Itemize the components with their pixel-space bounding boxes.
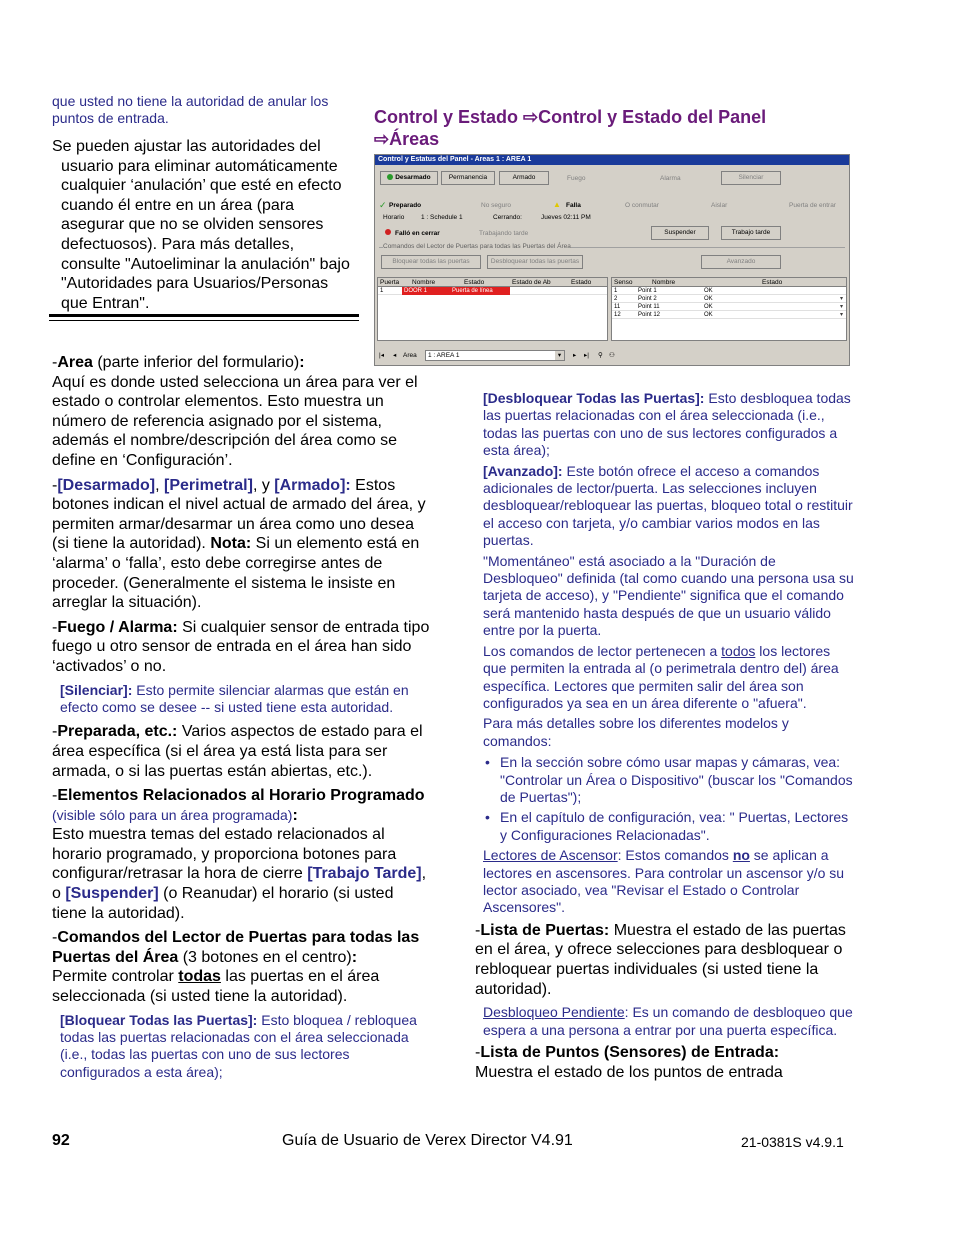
document-code: 21-0381S v4.9.1 [741, 1134, 844, 1150]
horario-text-2: (o Reanudar) el horario (si usted tiene la autoridad). [52, 885, 394, 922]
area-text: Aquí es donde usted selecciona un área para ver el estado o controlar elementos. Esto muestra un número de referencia asignado por el sistema, además el nombre/descripción del área como se define en ‘Configuración’. [52, 373, 418, 469]
point-name: Point 2 [638, 296, 657, 302]
fallo-cerrar-status: Falló en cerrar [395, 230, 440, 237]
comandos-label: Comandos del Lector de Puertas para todas las Puertas del Área [52, 929, 420, 966]
next-record-icon[interactable]: ▸ [573, 352, 577, 359]
conmutar-status: O conmutar [625, 202, 659, 209]
fuego-label: Fuego / Alarma: [57, 618, 178, 636]
preparado-status: Preparado [389, 202, 422, 209]
trabajo-tarde-button-label: Trabajo tarde [731, 229, 771, 236]
point-number: 12 [614, 312, 621, 318]
trabajo-tarde-button[interactable] [721, 226, 781, 240]
armado-text-2: Si un elemento está en ‘alarma’ o ‘falla’, esto debe corregirse antes de proceder. (Generalmente el sistema le insiste en arreglar la situación). [52, 535, 420, 612]
preparada-label: Preparada, etc.: [57, 723, 178, 741]
table-row[interactable] [612, 303, 846, 311]
bloquear-todas-button[interactable] [381, 255, 481, 269]
no-seguro-status: No seguro [481, 202, 511, 209]
point-status: OK [704, 304, 713, 310]
preparada-text: Varios aspectos de estado para el área específica (si el área ya está lista para ser armada, o si las puertas están abiertas, etc.). [52, 723, 423, 780]
trabajando-tarde-status: Trabajando tarde [479, 230, 529, 237]
details-bullet-list [475, 754, 855, 844]
point-number: 2 [614, 296, 618, 302]
footer-title: Guía de Usuario de Verex Director V4.91 [282, 1132, 573, 1149]
points-col-nombre: Nombre [652, 279, 676, 286]
lista-puertas-label: Lista de Puertas: [480, 921, 610, 939]
comandos-rest: (3 botones en el centro) [178, 948, 352, 966]
chevron-down-icon[interactable]: ▾ [555, 351, 564, 360]
lista-puertas-text: Muestra el estado de las puertas en el área, y ofrece selecciones para desbloquear o rebloquear puertas individuales (si usted tiene la autoridad). [475, 921, 846, 998]
right-column [475, 390, 855, 1082]
area-label: Area [57, 354, 93, 371]
comandos-group-label: Comandos del Lector de Puertas para todas las Puertas del Área [383, 243, 571, 250]
horario-label: Elementos Relacionados al Horario Programado [57, 787, 425, 805]
lista-puertas-item: -Lista de Puertas: Muestra el estado de las puertas en el área, y ofrece selecciones para desbloquear o rebloquear puertas individuales (si usted tiene la autoridad). [475, 921, 846, 998]
fuego-indicator: Fuego [567, 175, 586, 182]
todas-emphasis: todas [178, 968, 221, 986]
comandos-item: -Comandos del Lector de Puertas para todas las Puertas del Área (3 botones en el centro): Permite controlar todas las puertas en el área seleccionada (si usted tiene la autoridad). [52, 929, 420, 1006]
label-y: , y [252, 476, 275, 494]
lista-puntos-label: Lista de Puntos (Sensores) de Entrada: [480, 1043, 780, 1061]
avanzado-text: Este botón ofrece el acceso a comandos adicionales de lector/puerta. Las selecciones incluyen desbloquear/rebloquear las puertas, bloqueo total o restituir el acceso con tarjeta, y/o cambiar varios modos en las puertas. [483, 462, 853, 549]
points-header [612, 278, 846, 287]
note-top-text: que usted no tiene la autoridad de anular los puntos de entrada. [52, 93, 329, 127]
people-icon[interactable]: ⚇ [609, 352, 615, 359]
momentaneo-text: "Momentáneo" está asociado a la "Duración de Desbloqueo" definida (tal como cuando una persona usa su tarjeta de acceso), y "Pendiente" significa que el comando será mantenido hasta después de que un usuario válido entre por la puerta. [483, 552, 854, 639]
no-emphasis: no [732, 847, 750, 864]
silenciar-note [52, 682, 432, 717]
fuego-item: -Fuego / Alarma: Si cualquier sensor de entrada tipo fuego u otro sensor de entrada en el área han sido ‘activados’ o no. [52, 618, 430, 675]
doors-col-puerta: Puerta [380, 279, 400, 286]
chevron-down-icon[interactable]: ▾ [840, 304, 844, 310]
area-nav-label: Area [403, 352, 417, 359]
point-name: Point 11 [638, 304, 660, 310]
desarmado-button-label: Desarmado [395, 174, 431, 181]
left-column [52, 353, 432, 1081]
area-select-value: 1 : AREA 1 [428, 352, 460, 359]
bloquear-text: Esto bloquea / rebloquea todas las puertas relacionadas con el área seleccionada (i.e., todas las puertas con uno de sus lectores configurados a esta área); [60, 1011, 417, 1080]
aislar-status: Aislar [711, 202, 728, 209]
silenciar-label: [Silenciar]: [60, 681, 133, 698]
suspender-button-label: Suspender [664, 229, 696, 236]
chevron-down-icon[interactable]: ▾ [840, 296, 844, 302]
panel-status-window [374, 154, 850, 366]
comandos-text-1: Permite controlar [52, 968, 179, 986]
warning-icon: ▲ [553, 200, 561, 209]
ascensor-note [475, 847, 855, 917]
para-authorities [52, 137, 358, 313]
bullet-2-text: En el capítulo de configuración, vea: " Puertas, Lectores y Configuraciones Relacionadas". [500, 809, 849, 843]
desbloquear-label: [Desbloquear Todas las Puertas]: [483, 390, 705, 406]
point-name: Point 12 [638, 312, 661, 318]
binoculars-icon[interactable]: ⚲ [598, 352, 603, 359]
comandos-text-2: las puertas en el área seleccionada (si usted tiene la autoridad). [52, 968, 380, 1006]
points-col-estado: Estado [762, 279, 783, 286]
lectores-note [475, 643, 855, 713]
ascensor-label: Lectores de Ascensor [483, 847, 618, 864]
divider-thin [49, 320, 359, 321]
horario-text-1: Esto muestra temas del estado relacionados al horario programado, y proporciona botones para configurar/retrasar la hora de cierre [52, 826, 397, 883]
bloquear-todas-label: Bloquear todas las puertas [392, 258, 470, 265]
puerta-entrar-status: Puerta de entrar [789, 202, 836, 209]
todos-emphasis: todos [721, 642, 756, 659]
nav-bar [377, 349, 847, 363]
last-record-icon[interactable]: ▸| [584, 352, 589, 359]
suspender-button[interactable] [651, 226, 709, 240]
doors-col-nombre: Nombre [412, 279, 436, 286]
table-row[interactable] [612, 287, 846, 295]
nota-label: Nota: [210, 535, 252, 553]
desbloquear-text: Esto desbloquea todas las puertas relacionadas con el área seleccionada (i.e., todas las puertas con uno de sus lectores configurados a esta área); [483, 390, 851, 459]
label-trabajo-tarde: [Trabajo Tarde] [307, 865, 422, 883]
point-number: 11 [614, 304, 621, 310]
mas-detalles-text: Para más detalles sobre los diferentes modelos y comandos: [483, 715, 789, 749]
silenciar-button-label: Silenciar [738, 174, 764, 181]
bloquear-label: [Bloquear Todas las Puertas]: [60, 1011, 258, 1028]
preparada-item: -Preparada, etc.: Varios aspectos de estado para el área específica (si el área ya está lista para ser armada, o si las puertas están abiertas, etc.). [52, 723, 423, 780]
door-name: DOOR 1 [404, 288, 428, 294]
divider-thick [49, 314, 359, 317]
doors-col-estado-ab: Estado de Ab [512, 279, 551, 286]
mas-detalles-note [475, 715, 855, 750]
horario-note: (visible sólo para un área programada) [52, 806, 293, 823]
label-perimetral: [Perimetral] [164, 476, 253, 494]
list-item [483, 754, 855, 806]
green-dot-icon [387, 174, 393, 180]
label-suspender: [Suspender] [65, 885, 159, 903]
horario-value: 1 : Schedule 1 [421, 214, 463, 221]
permanencia-button-label: Permanencia [448, 174, 488, 181]
avanzado-button[interactable] [701, 255, 781, 269]
permanencia-button[interactable] [441, 171, 495, 185]
first-record-icon[interactable]: |◂ [379, 352, 384, 359]
armado-button[interactable] [499, 171, 549, 185]
cerrando-label: Cerrando: [493, 214, 522, 221]
desbloqueo-note [475, 1004, 855, 1039]
desarmado-button[interactable] [380, 171, 438, 185]
ascensor-text-1: : Estos comandos [617, 847, 733, 864]
table-row[interactable] [612, 311, 846, 319]
point-status: OK [704, 288, 713, 294]
buttons-item: -[Desarmado], [Perimetral], y [Armado]: Estos botones indican el nivel actual de armado del área, y permiten armar/desarmar un área como uno desea (si tiene la autoridad). Nota: Si un elemento está en ‘alarma’ o ‘falla’, esto debe corregirse antes de proceder. (Generalmente el sistema le insiste en arreglar la situación). [52, 476, 426, 612]
desbloquear-note [475, 390, 855, 460]
point-status: OK [704, 312, 713, 318]
area-rest: (parte inferior del formulario) [92, 354, 300, 371]
note-top [52, 93, 362, 128]
desbloquear-todas-label: Desbloquear todas las puertas [490, 258, 580, 265]
chevron-down-icon[interactable]: ▾ [840, 312, 844, 318]
door-number: 1 [380, 288, 384, 294]
doors-col-estado-2: Estado [571, 279, 592, 286]
avanzado-button-label: Avanzado [726, 258, 756, 265]
label-armado: [Armado]: [274, 476, 351, 494]
alarma-indicator: Alarma [660, 175, 681, 182]
silenciar-button[interactable] [721, 171, 781, 185]
area-select[interactable] [425, 350, 565, 361]
section-title [374, 106, 814, 150]
door-status: Puerta de línea [452, 288, 493, 294]
label-desarmado: [Desarmado] [57, 476, 156, 494]
desbloquear-todas-button[interactable] [487, 255, 583, 269]
horario-o: , o [52, 865, 427, 903]
lectores-text-2: los lectores que permiten la entrada al (o perimetrala dentro del) área específica. Lectores que permiten salir del área son configurados ya sea en un área diferente o "afuera". [483, 642, 839, 711]
lista-puntos-item: -Lista de Puntos (Sensores) de Entrada: Muestra el estado de los puntos de entrada [475, 1043, 783, 1081]
cerrando-value: Jueves 02:11 PM [541, 214, 591, 221]
point-status: OK [704, 296, 713, 302]
table-row[interactable] [378, 287, 607, 295]
points-col-sensor: Senso [614, 279, 633, 286]
area-item: -Area (parte inferior del formulario): Aquí es donde usted selecciona un área para ver el estado o controlar elementos. Esto muestra un número de referencia asignado por el sistema, además el nombre/descripción del área como se define en ‘Configuración’. [52, 354, 418, 469]
doors-header [378, 278, 607, 287]
para-authorities-text: Se pueden ajustar las autoridades del usuario para eliminar automáticamente cualquier ‘anulación’ que esté en efecto cuando él entre en un área (para asegurar que no se olviden sensores defectuosos). Para más detalles, consulte "Autoeliminar la anulación" bajo "Autoridades para Usuarios/Personas que Entran". [52, 138, 350, 312]
bullet-1-text: En la sección sobre cómo usar mapas y cámaras, vea: "Controlar un Área o Dispositivo" (buscar los "Comandos de Puertas"); [500, 754, 853, 805]
armado-button-label: Armado [512, 174, 536, 181]
desbloqueo-text: : Es un comando de desbloqueo que espera a una persona a entrar por una puerta específica. [483, 1004, 853, 1038]
silenciar-text: Esto permite silenciar alarmas que están en efecto como se desee -- si usted tiene esta autoridad. [60, 681, 409, 715]
table-row[interactable] [612, 295, 846, 303]
bloquear-note [52, 1012, 432, 1082]
armado-text-1: Estos botones indican el nivel actual de armado del área, y permiten armar/desarmar un área como uno desea (si tiene la autoridad). [52, 476, 426, 553]
list-item [483, 809, 855, 844]
window-title: Control y Estatus del Panel - Areas 1 : AREA 1 [375, 155, 849, 165]
horario-item: -Elementos Relacionados al Horario Programado (visible sólo para un área programada): Esto muestra temas del estado relacionados al horario programado, y proporciona botones para configurar/retrasar la hora de cierre [Trabajo Tarde], o [Suspender] (o Reanudar) el horario (si usted tiene la autoridad). [52, 787, 427, 922]
doors-list[interactable] [377, 277, 608, 341]
desbloqueo-label: Desbloqueo Pendiente [483, 1004, 625, 1021]
door-alert-cell [402, 287, 510, 295]
lectores-text-1: Los comandos de lector pertenecen a [483, 642, 722, 659]
doors-col-estado: Estado [464, 279, 485, 286]
horario-label-win: Horario [383, 214, 405, 221]
section-title-line-1: Control y Estado ⇨Control y Estado del Panel [374, 107, 767, 127]
momentaneo-note [475, 553, 855, 640]
ascensor-text-2: se aplican a lectores en ascensores. Para controlar un ascensor y/o su lector asociado, vea "Revisar el Estado o Controlar Ascensores". [483, 847, 845, 916]
avanzado-note [475, 463, 855, 550]
section-title-line-2: ⇨Áreas [374, 129, 440, 149]
falla-status: Falla [566, 202, 581, 209]
fuego-text: Si cualquier sensor de entrada tipo fuego u otro sensor de entrada en el área han sido ‘activados’ o no. [52, 618, 430, 675]
points-list[interactable] [611, 277, 847, 341]
point-number: 1 [614, 288, 618, 294]
alert-icon [385, 229, 391, 237]
avanzado-label: [Avanzado]: [483, 462, 563, 479]
point-name: Point 1 [638, 288, 657, 294]
prev-record-icon[interactable]: ◂ [393, 352, 397, 359]
check-icon: ✓ [379, 200, 387, 210]
page-number: 92 [52, 1132, 70, 1149]
lista-puntos-text: Muestra el estado de los puntos de entrada [475, 1063, 783, 1081]
